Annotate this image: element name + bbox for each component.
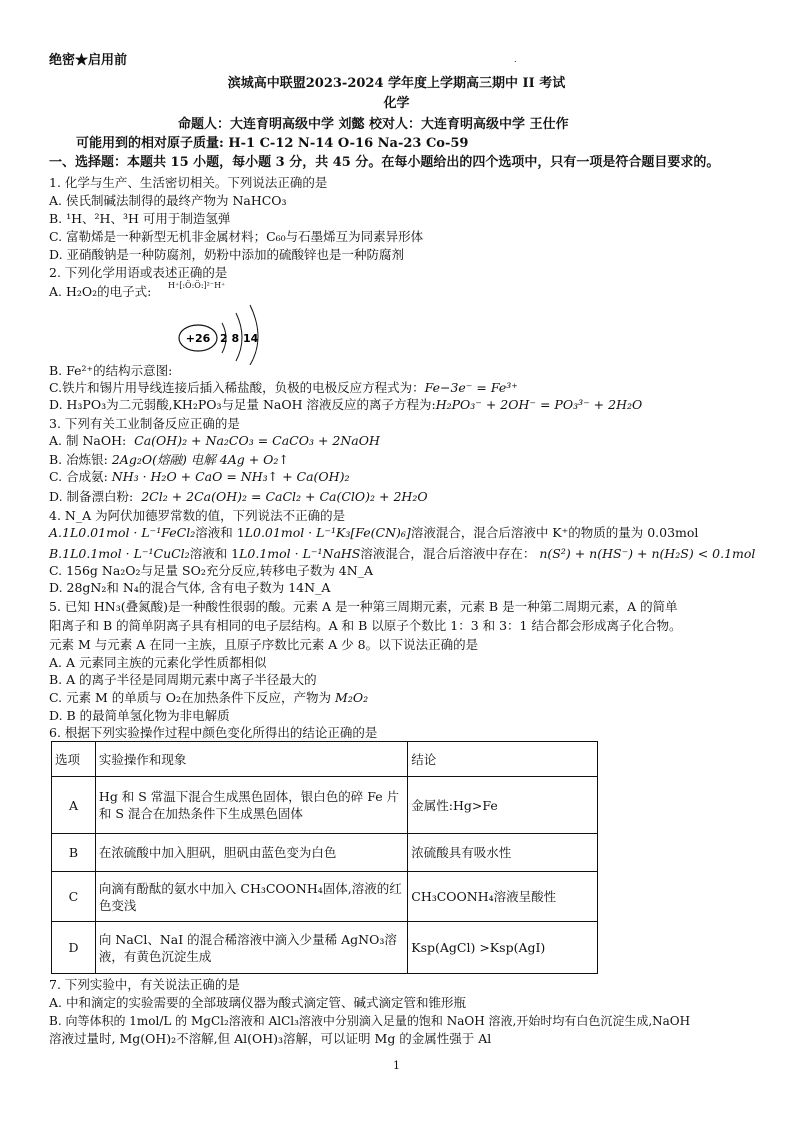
stray-dot: .	[514, 55, 517, 64]
h2o2-electron-formula: H⁺[:Ö:Ö:]²⁻H⁺	[168, 281, 226, 290]
q7-option-b-line-2: 溶液过量时, Mg(OH)₂不溶解,但 Al(OH)₃溶解，可以证明 Mg 的金属性强于 Al	[49, 1031, 492, 1046]
q6-row-operation: 向 NaCl、NaI 的混合稀溶液中滴入少量稀 AgNO₃溶液，有黄色沉淀生成	[95, 922, 407, 974]
fe2-structure-diagram	[178, 295, 288, 365]
q4-b-mid: 溶液和 1	[189, 546, 240, 561]
q5-line-2: 阳离子和 B 的简单阴离子具有相同的电子层结构。A 和 B 以原子个数比 1：3 和 3：1 结合都会形成离子化合物。	[49, 618, 682, 633]
q5-option-b: B. A 的离子半径是同周期元素中离子半径最大的	[49, 672, 317, 687]
q6-row-operation: Hg 和 S 常温下混合生成黑色固体，银白色的碎 Fe 片和 S 混合在加热条件下生成黑色固体	[95, 777, 407, 834]
q4-option-d: D. 28gN₂和 N₄的混合气体, 含有电子数为 14N_A	[49, 580, 331, 595]
q4-a-mid: 溶液和 1	[195, 525, 245, 540]
q3-option-d-text: D. 制备漂白粉:	[49, 489, 134, 504]
q6-row-conclusion: CH₃COONH₄溶液呈酸性	[408, 872, 598, 922]
q3-option-b-text: B. 冶炼银:	[49, 452, 108, 467]
q4-a-eq1: A.1L0.01mol · L⁻¹FeCl₂	[49, 525, 196, 540]
q4-b-eq2: L0.1mol · L⁻¹NaHS	[239, 546, 361, 561]
page-number: 1	[393, 1059, 400, 1072]
q3-option-b-equation: 2Ag₂O(熔融) 电解 4Ag + O₂↑	[111, 452, 289, 467]
table-row	[52, 777, 598, 834]
q6-row-conclusion: 金属性:Hg>Fe	[408, 777, 598, 834]
q2-option-c-equation: Fe−3e⁻ = Fe³⁺	[424, 380, 518, 395]
q1-stem: 1. 化学与生产、生活密切相关。下列说法正确的是	[49, 175, 328, 190]
q1-option-b: B. ¹H、²H、³H 可用于制造氢弹	[49, 211, 231, 226]
q3-stem: 3. 下列有关工业制备反应正确的是	[49, 416, 240, 431]
q6-row-option: B	[52, 834, 96, 872]
q2-stem: 2. 下列化学用语或表述正确的是	[49, 265, 228, 280]
q6-row-option: C	[52, 872, 96, 922]
atomic-masses: 可能用到的相对原子质量: H-1 C-12 N-14 O-16 Na-23 Co-59	[76, 136, 469, 151]
table-row	[52, 872, 598, 922]
q6-table	[51, 741, 598, 974]
q2-option-a: A. H₂O₂的电子式:	[49, 284, 152, 299]
q5-option-d: D. B 的最简单氢化物为非电解质	[49, 708, 230, 723]
exam-title: 滨城高中联盟2023-2024 学年度上学期高三期中 II 考试	[227, 76, 566, 91]
q6-row-option: D	[52, 922, 96, 974]
q6-header-operation: 实验操作和现象	[95, 742, 407, 777]
q3-option-c	[49, 469, 349, 485]
q4-stem: 4. N_A 为阿伏加德罗常数的值，下列说法不正确的是	[49, 508, 346, 523]
q1-option-d: D. 亚硝酸钠是一种防腐剂，奶粉中添加的硫酸锌也是一种防腐剂	[49, 247, 405, 262]
q4-b-eq1: B.1L0.1mol · L⁻¹CuCl₂	[49, 546, 190, 561]
q4-option-a	[49, 525, 698, 541]
q6-table-header	[52, 742, 598, 777]
q6-row-conclusion: Ksp(AgCl) >Ksp(AgI)	[408, 922, 598, 974]
q6-row-option: A	[52, 777, 96, 834]
q4-option-b	[49, 546, 755, 562]
q3-option-b	[49, 452, 289, 468]
table-row	[52, 834, 598, 872]
q3-option-a-text: A. 制 NaOH:	[49, 433, 127, 448]
q2-option-c	[49, 380, 518, 396]
q4-b-eq3: n(S²) + n(HS⁻) + n(H₂S) < 0.1mol	[539, 546, 756, 561]
q6-header-option: 选项	[52, 742, 96, 777]
q3-option-a	[49, 433, 380, 449]
q5-option-c-text: C. 元素 M 的单质与 O₂在加热条件下反应，产物为	[49, 690, 332, 705]
electron-shells: 2 8 14	[220, 332, 259, 345]
authors-line: 命题人：大连育明高级中学 刘懿 校对人：大连育明高级中学 王仕作	[178, 117, 569, 132]
q6-row-operation: 在浓硫酸中加入胆矾，胆矾由蓝色变为白色	[95, 834, 407, 872]
q5-option-c	[49, 690, 368, 706]
q5-option-c-equation: M₂O₂	[335, 690, 369, 705]
q3-option-c-equation: NH₃ · H₂O + CaO = NH₃↑ + Ca(OH)₂	[111, 469, 350, 484]
q6-header-conclusion: 结论	[408, 742, 598, 777]
nucleus-charge: +26	[185, 332, 211, 345]
q4-option-c: C. 156g Na₂O₂与足量 SO₂充分反应,转移电子数为 4N_A	[49, 563, 373, 578]
q5-line-1: 5. 已知 HN₃(叠氮酸)是一种酸性很弱的酸。元素 A 是一种第三周期元素，元素 B 是一种第二周期元素，A 的简单	[49, 599, 678, 614]
q2-option-c-text: C.铁片和锡片用导线连接后插入稀盐酸，负极的电极反应方程式为：	[49, 380, 425, 395]
q6-row-operation: 向滴有酚酞的氨水中加入 CH₃COONH₄固体,溶液的红色变浅	[95, 872, 407, 922]
subject-title: 化学	[383, 96, 410, 111]
q7-stem: 7. 下列实验中，有关说法正确的是	[49, 977, 240, 992]
q2-option-d-equation: H₂PO₃⁻ + 2OH⁻ = PO₃³⁻ + 2H₂O	[435, 397, 643, 412]
q2-option-d	[49, 397, 642, 413]
q5-line-3: 元素 M 与元素 A 在同一主族，且原子序数比元素 A 少 8。以下说法正确的是	[49, 637, 479, 652]
q2-option-d-text: D. H₃PO₃为二元弱酸,KH₂PO₃与足量 NaOH 溶液反应的离子方程为:	[49, 397, 436, 412]
q1-option-c: C. 富勒烯是一种新型无机非金属材料；C₆₀与石墨烯互为同素异形体	[49, 229, 424, 244]
q2-option-b: B. Fe²⁺的结构示意图:	[49, 363, 173, 378]
section-one-heading: 一、选择题：本题共 15 小题，每小题 3 分，共 45 分。在每小题给出的四个选项中，只有一项是符合题目要求的。	[49, 155, 720, 170]
secret-label: 绝密★启用前	[49, 53, 128, 68]
q6-stem: 6. 根据下列实验操作过程中颜色变化所得出的结论正确的是	[49, 725, 378, 740]
q7-option-a: A. 中和滴定的实验需要的全部玻璃仪器为酸式滴定管、碱式滴定管和锥形瓶	[49, 995, 466, 1010]
table-row	[52, 922, 598, 974]
q4-a-eq2: L0.01mol · L⁻¹K₃[Fe(CN)₆]	[244, 525, 411, 540]
q3-option-d-equation: 2Cl₂ + 2Ca(OH)₂ = CaCl₂ + Ca(ClO)₂ + 2H₂O	[141, 489, 428, 504]
q7-option-b-line-1: B. 向等体积的 1mol/L 的 MgCl₂溶液和 AlCl₃溶液中分别滴入足量的饱和 NaOH 溶液,开始时均有白色沉淀生成,NaOH	[49, 1014, 691, 1028]
q3-option-c-text: C. 合成氨:	[49, 469, 108, 484]
q5-option-a: A. A 元素同主族的元素化学性质都相似	[49, 655, 267, 670]
q1-option-a: A. 侯氏制碱法制得的最终产物为 NaHCO₃	[49, 193, 287, 208]
q3-option-a-equation: Ca(OH)₂ + Na₂CO₃ = CaCO₃ + 2NaOH	[134, 433, 380, 448]
q6-row-conclusion: 浓硫酸具有吸水性	[408, 834, 598, 872]
q3-option-d	[49, 489, 428, 505]
q4-b-tail: 溶液混合，混合后溶液中存在：	[360, 546, 536, 561]
q4-a-tail: 溶液混合，混合后溶液中 K⁺的物质的量为 0.03mol	[410, 525, 699, 540]
